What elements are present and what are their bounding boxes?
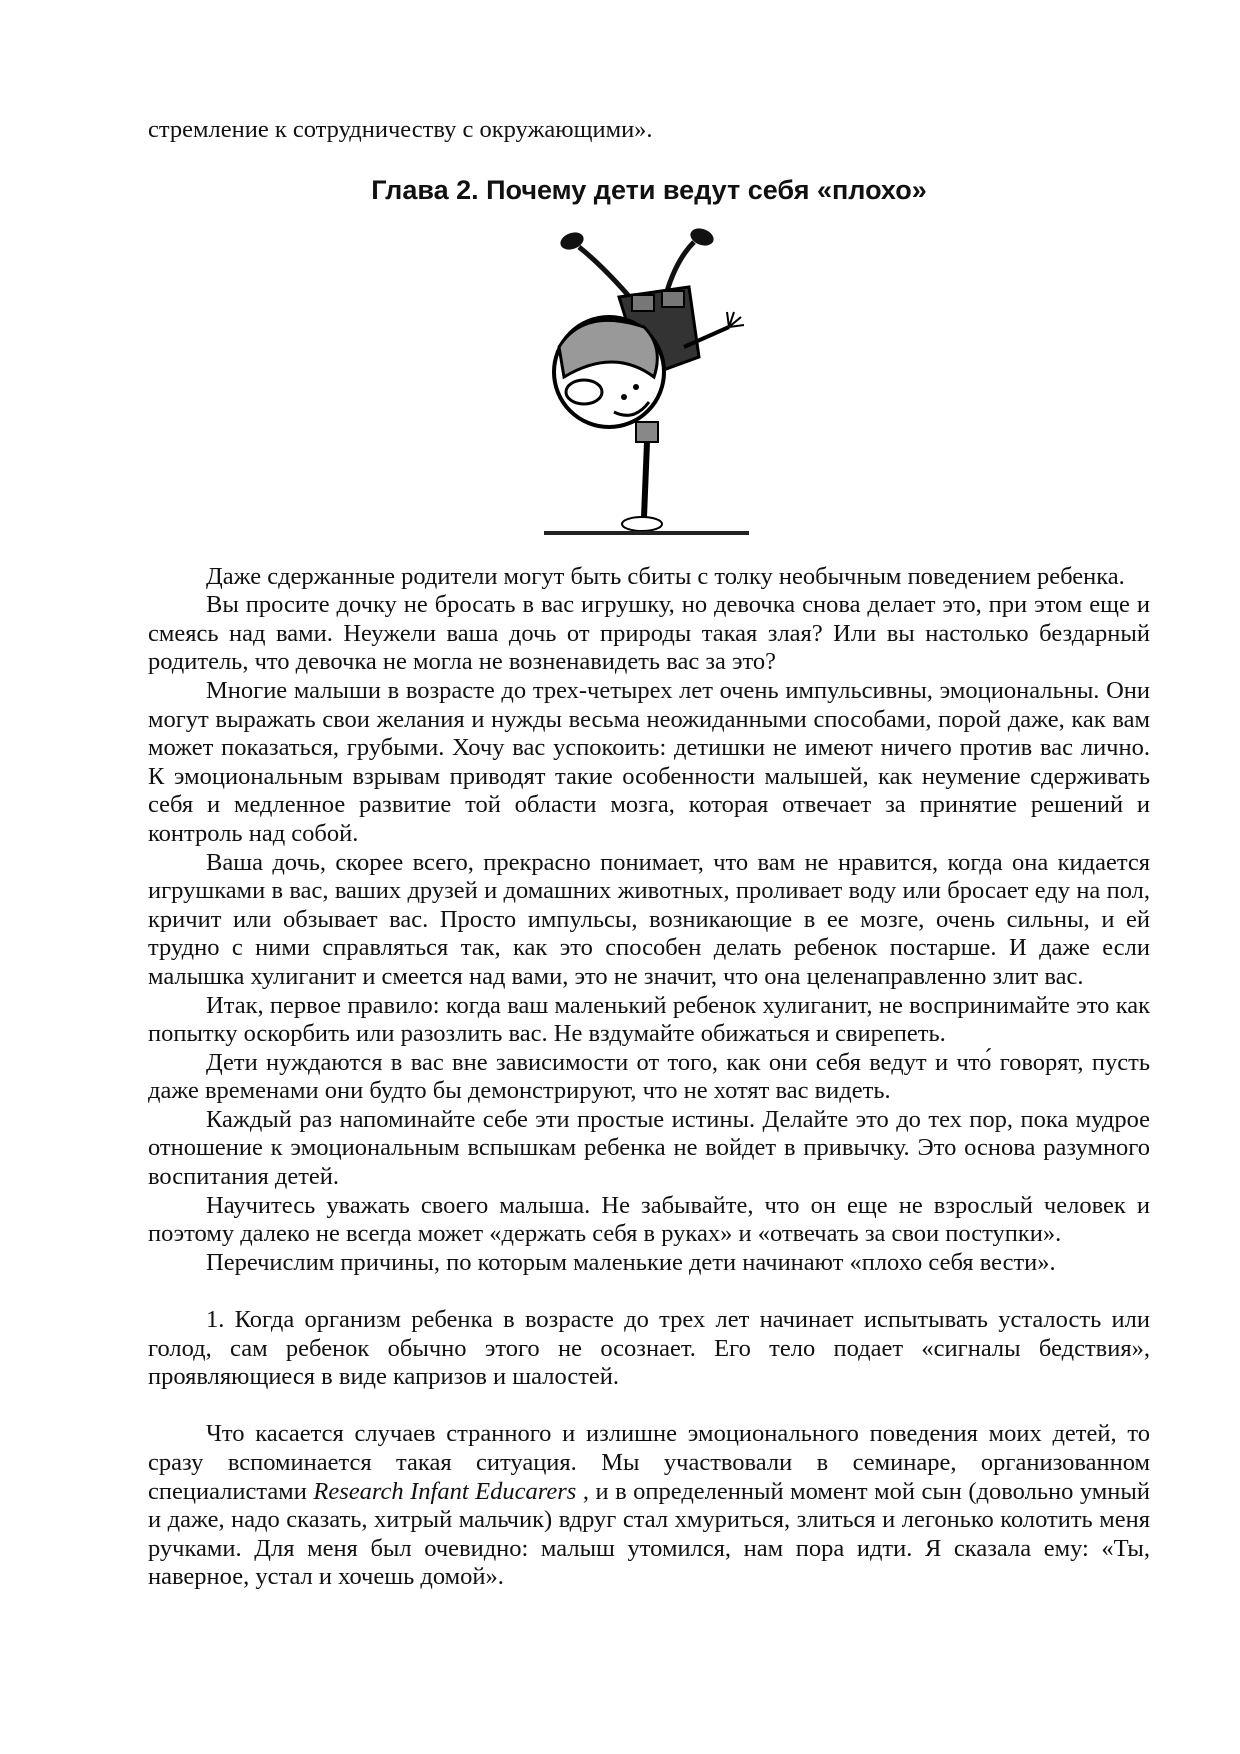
paragraph: Даже сдержанные родители могут быть сбиты с толку необычным поведением ребенка. — [206, 562, 1125, 590]
handstand-kid-illustration — [524, 227, 774, 547]
paragraph: Перечислим причины, по которым маленькие дети начинают «плохо себя вести». — [206, 1248, 1056, 1276]
story-text-before: Что касается случаев странного и излишне эмоционального поведения моих детей, то сразу вспоминается такая ситуация. Мы участвовали в семинаре, организованном специалистами — [148, 1420, 1150, 1505]
lead-line: стремление к сотрудничеству с окружающими». — [148, 116, 653, 143]
story-text-after: , и в определенный момент мой сын (довольно умный и даже, надо сказать, хитрый мальчик) вдруг стал хмуриться, злиться и легонько колотить меня ручками. Для меня был очевидно: малыш утомился, нам пора идти. Я сказала ему: «Ты, наверное, устал и хочешь домой». — [148, 1477, 1150, 1591]
paragraph: Научитесь уважать своего малыша. Не забывайте, что он еще не взрослый человек и поэтому далеко не всегда может «держать себя в руках» и «отвечать за свои поступки». — [148, 1191, 1150, 1248]
paragraph: Дети нуждаются в вас вне зависимости от того, как они себя ведут и что́ говорят, пусть даже временами они будто бы демонстрируют, что не хотят вас видеть. — [148, 1048, 1150, 1105]
spacer — [148, 1277, 1150, 1306]
paragraph: Итак, первое правило: когда ваш маленький ребенок хулиганит, не воспринимайте это как попытку оскорбить или разозлить вас. Не вздумайте обижаться и свирепеть. — [148, 991, 1150, 1048]
paragraph: Ваша дочь, скорее всего, прекрасно понимает, что вам не нравится, когда она кидается игрушками в вас, ваших друзей и домашних животных, проливает воду или бросает еду на пол, кричит или обзывает вас. Просто импульсы, возникающие в ее мозге, очень сильны, и ей трудно с ними справляться так, как это способен делать ребенок постарше. И даже если малышка хулиганит и смеется над вами, это не значит, что она целенаправленно злит вас. — [148, 848, 1150, 990]
list-item: 1. Когда организм ребенка в возрасте до трех лет начинает испытывать усталость или голод, сам ребенок обычно этого не осознает. Его тело подает «сигналы бедствия», проявляющиеся в виде капризов и шалостей. — [148, 1306, 1150, 1391]
organization-name: Research Infant Educarers — [313, 1477, 577, 1505]
paragraph: Каждый раз напоминайте себе эти простые истины. Делайте это до тех пор, пока мудрое отношение к эмоциональным вспышкам ребенка не войдет в привычку. Это основа разумного воспитания детей. — [148, 1105, 1150, 1191]
story-paragraph — [148, 1420, 1150, 1592]
paragraph: Многие малыши в возрасте до трех-четырех лет очень импульсивны, эмоциональны. Они могут выражать свои желания и нужды весьма неожиданными способами, порой даже, как вам может показаться, грубыми. Хочу вас успокоить: детишки не имеют ничего против вас лично. К эмоциональным взрывам приводят такие особенности малышей, как неумение сдерживать себя и медленное развитие той области мозга, которая отвечает за принятие решений и контроль над собой. — [148, 676, 1150, 847]
chapter-title: Глава 2. Почему дети ведут себя «плохо» — [371, 174, 927, 205]
paragraph: Вы просите дочку не бросать в вас игрушку, но девочка снова делает это, при этом еще и смеясь над вами. Неужели ваша дочь от природы такая злая? Или вы настолько бездарный родитель, что девочка не могла не возненавидеть вас за это? — [148, 591, 1150, 676]
spacer — [148, 1392, 1150, 1421]
document-page — [148, 116, 1150, 1592]
